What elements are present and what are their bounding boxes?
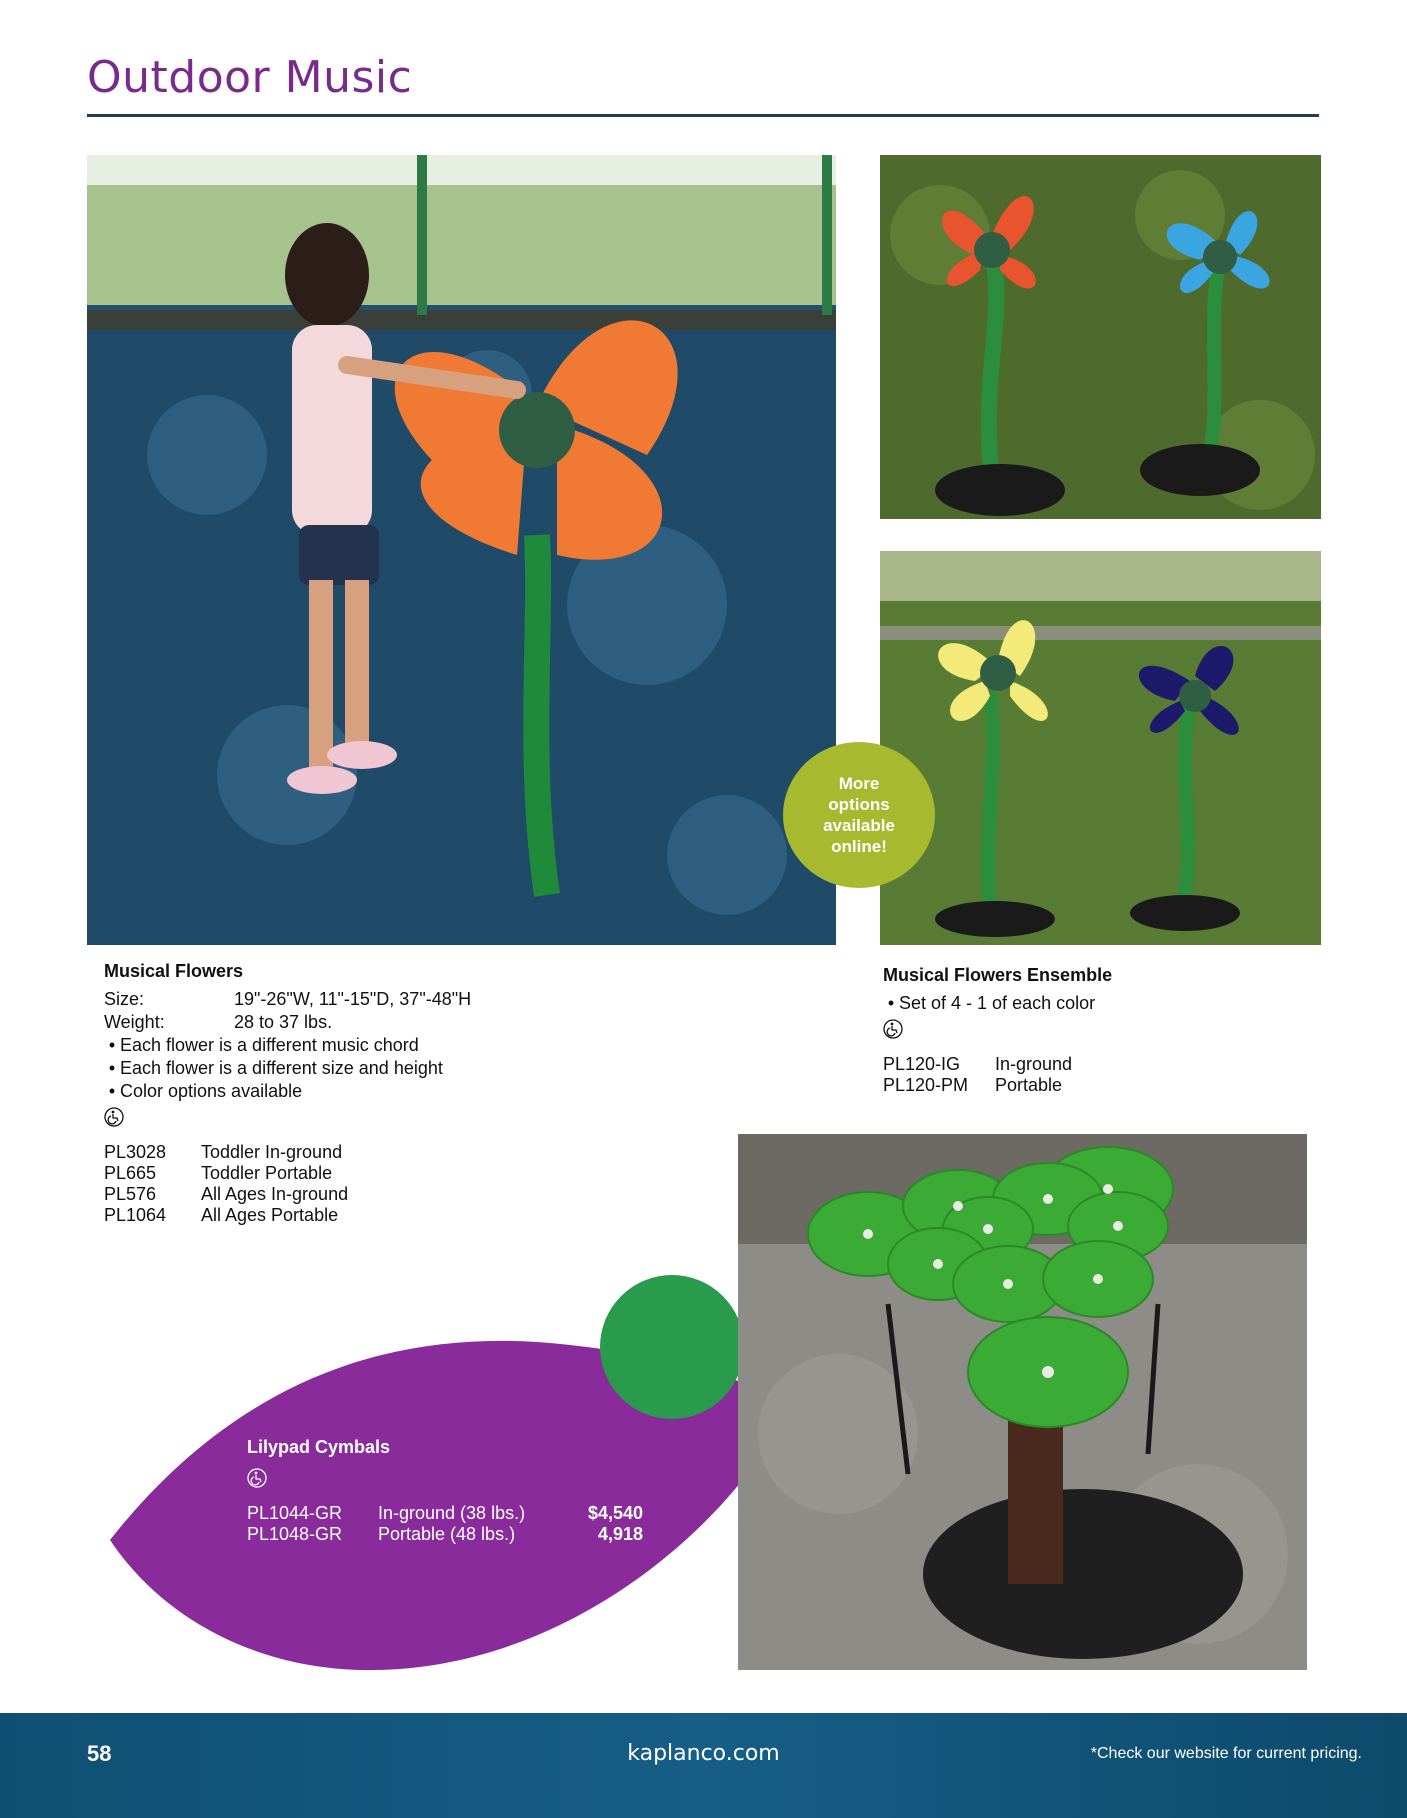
pricing-note: *Check our website for current pricing.: [1090, 1745, 1362, 1762]
photo-girl-musical-flower: [87, 155, 836, 945]
ensemble-details: [883, 965, 1112, 1096]
photo-red-blue-flowers: [880, 155, 1321, 519]
sku-row: PL576 All Ages In-ground: [104, 1184, 349, 1204]
spec-weight: Weight: 28 to 37 lbs.: [104, 1012, 333, 1032]
page-footer: [0, 1713, 1407, 1818]
musical-flowers-details: [104, 961, 471, 1226]
title-rule: [87, 114, 1319, 117]
bullet-item: • Each flower is a different music chord: [104, 1034, 471, 1057]
lilypad-details: [247, 1437, 643, 1545]
sku-row: PL120-IG In-ground: [883, 1054, 1073, 1074]
sku-row: PL3028 Toddler In-ground: [104, 1142, 343, 1162]
photo-lilypad-cymbals: [738, 1134, 1307, 1670]
spec-size: Size: 19"-26"W, 11"-15"D, 37"-48"H: [104, 989, 472, 1009]
sku-row: PL1044-GR In-ground (38 lbs.) $4,540: [247, 1503, 643, 1523]
sku-row: PL665 Toddler Portable: [104, 1163, 333, 1183]
badge-text: More options available online!: [823, 774, 895, 856]
photo-yellow-navy-flowers: [880, 551, 1321, 945]
sku-row: PL120-PM Portable: [883, 1075, 1063, 1095]
wheelchair-icon: [883, 1019, 903, 1039]
product-name: Musical Flowers: [104, 961, 244, 981]
wheelchair-icon: [104, 1107, 124, 1127]
page-number: 58: [87, 1741, 112, 1766]
product-name: Musical Flowers Ensemble: [883, 965, 1113, 985]
bullet-item: • Set of 4 - 1 of each color: [883, 992, 1112, 1015]
product-name: Lilypad Cymbals: [247, 1437, 391, 1457]
sku-row: PL1064 All Ages Portable: [104, 1205, 339, 1225]
wheelchair-icon: [247, 1468, 267, 1488]
bullet-item: • Each flower is a different size and height: [104, 1057, 471, 1080]
bullet-item: • Color options available: [104, 1080, 471, 1103]
page-title: Outdoor Music: [87, 52, 413, 103]
sku-row: PL1048-GR Portable (48 lbs.) 4,918: [247, 1524, 643, 1544]
more-options-badge: [783, 742, 935, 888]
website-link[interactable]: kaplanco.com: [627, 1741, 780, 1766]
